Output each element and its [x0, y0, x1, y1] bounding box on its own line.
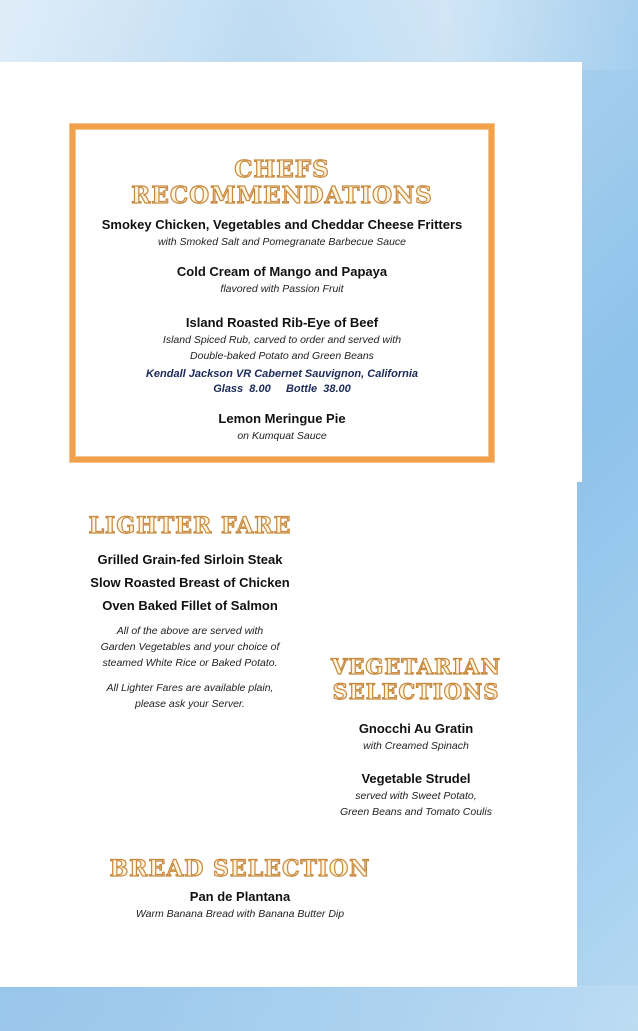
vegetarian-item-1: [318, 721, 514, 754]
vegetarian-section: [318, 656, 514, 702]
dish-description: flavored with Passion Fruit: [220, 283, 344, 295]
dish-name: Pan de Plantana: [189, 889, 291, 904]
dish-description-line2: Double-baked Potato and Green Beans: [190, 350, 374, 362]
dish-name: Island Roasted Rib-Eye of Beef: [185, 315, 379, 330]
wine-pairing-name: Kendall Jackson VR Cabernet Sauvignon, California: [145, 368, 418, 380]
lighter-item: Grilled Grain-fed Sirloin Steak: [97, 552, 283, 567]
lighter-item: Slow Roasted Breast of Chicken: [90, 575, 290, 590]
chefs-item-3: [80, 315, 484, 397]
lighter-note-2-line2: please ask your Server.: [135, 698, 245, 710]
dish-description: on Kumquat Sauce: [237, 430, 327, 442]
chefs-item-2: [80, 264, 484, 297]
dish-name: Smokey Chicken, Vegetables and Cheddar Cheese Fritters: [101, 217, 463, 232]
wine-pairing-price: Glass 8.00 Bottle 38.00: [213, 383, 351, 395]
dish-description: with Creamed Spinach: [363, 740, 469, 752]
dish-description: Warm Banana Bread with Banana Butter Dip: [135, 908, 345, 920]
chefs-title: [80, 158, 484, 207]
lighter-item: Oven Baked Fillet of Salmon: [102, 598, 278, 613]
dish-description-line1: Island Spiced Rub, carved to order and served with: [162, 334, 402, 346]
bread-title: BREAD SELECTION: [109, 856, 371, 882]
chefs-item-1: [80, 217, 484, 250]
dish-name: Vegetable Strudel: [361, 771, 471, 786]
background-wash-bottom: [0, 985, 638, 1031]
chefs-title-line1: CHEFS: [234, 156, 330, 183]
vegetarian-item-2: [300, 771, 532, 820]
lighter-note-1-line3: steamed White Rice or Baked Potato.: [102, 657, 278, 669]
dish-description: with Smoked Salt and Pomegranate Barbecue Sauce: [157, 236, 407, 248]
dish-name: Cold Cream of Mango and Papaya: [176, 264, 388, 279]
chefs-item-4: [80, 411, 484, 444]
lighter-note-1-line1: All of the above are served with: [116, 625, 264, 637]
dish-name: Gnocchi Au Gratin: [358, 721, 474, 736]
dish-description-line1: served with Sweet Potato,: [355, 790, 477, 802]
lighter-fare-section: [70, 515, 310, 712]
lighter-note-2-line1: All Lighter Fares are available plain,: [106, 682, 274, 694]
dish-description-line2: Green Beans and Tomato Coulis: [340, 806, 492, 818]
vegetarian-title-line2: SELECTIONS: [332, 679, 500, 704]
bread-section: [100, 858, 380, 922]
lighter-fare-title: LIGHTER FARE: [88, 513, 292, 539]
chefs-title-line2: RECOMMENDATIONS: [131, 182, 433, 209]
lighter-note-1-line2: Garden Vegetables and your choice of: [100, 641, 280, 653]
dish-name: Lemon Meringue Pie: [218, 411, 346, 426]
background-wash-top: [0, 0, 638, 70]
vegetarian-title-line1: VEGETARIAN: [331, 654, 501, 679]
